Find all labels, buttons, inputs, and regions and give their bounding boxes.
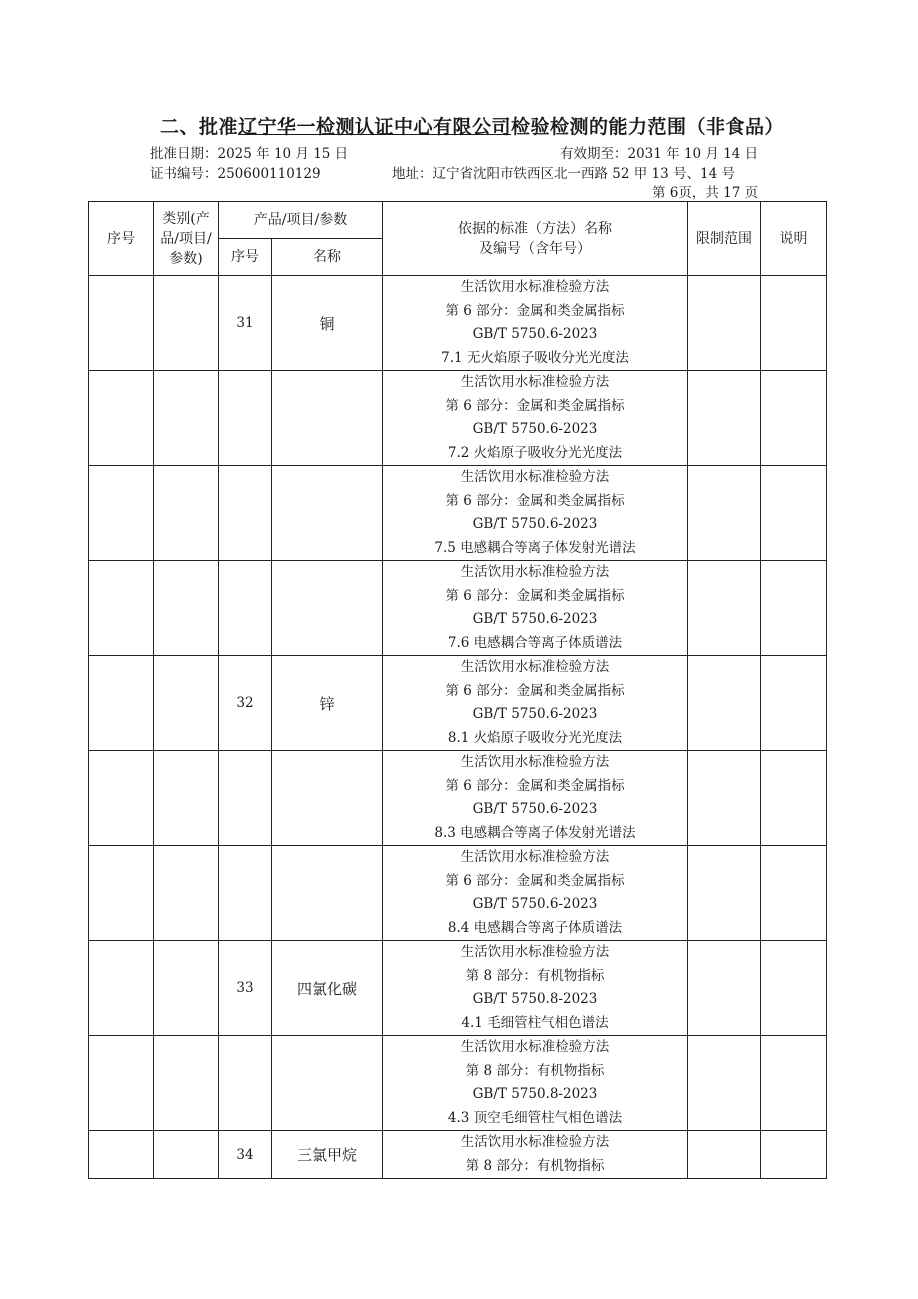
cell-seq — [89, 656, 154, 751]
table-row — [89, 1036, 827, 1131]
cell-limit — [688, 941, 761, 1036]
cell-seq — [89, 1036, 154, 1131]
std-line: 生活饮用水标准检验方法 — [460, 374, 610, 390]
std-line: 生活饮用水标准检验方法 — [460, 564, 610, 580]
table-row — [89, 1131, 827, 1179]
cell-note — [761, 466, 827, 561]
title-suffix: 检验检测的能力范围（非食品） — [511, 116, 785, 138]
title-org: 辽宁华一检测认证中心有限公司 — [238, 116, 512, 138]
cell-standard — [383, 466, 688, 561]
cell-sub-seq — [219, 1036, 272, 1131]
header-category — [154, 202, 219, 276]
header-standard-line2: 及编号（含年号） — [479, 240, 591, 257]
cell-sub-seq — [219, 561, 272, 656]
header-name: 名称 — [272, 239, 383, 276]
cell-sub-seq — [219, 466, 272, 561]
cell-sub-seq — [219, 751, 272, 846]
cell-category — [154, 941, 219, 1036]
cell-limit — [688, 466, 761, 561]
cell-note — [761, 1036, 827, 1131]
address: 地址：辽宁省沈阳市铁西区北一西路 52 甲 13 号、14 号 — [392, 166, 735, 182]
approval-date: 批准日期：2025 年 10 月 15 日 — [150, 146, 349, 162]
valid-until: 有效期至：2031 年 10 月 14 日 — [560, 146, 759, 162]
cell-category — [154, 561, 219, 656]
std-line: 第 6 部分：金属和类金属指标 — [445, 302, 625, 319]
cell-limit — [688, 751, 761, 846]
cell-standard — [383, 1036, 688, 1131]
std-line: 生活饮用水标准检验方法 — [460, 279, 610, 295]
std-line: 第 6 部分：金属和类金属指标 — [445, 587, 625, 604]
cell-sub-seq: 34 — [219, 1131, 272, 1179]
std-line: 4.3 顶空毛细管柱气相色谱法 — [447, 1109, 623, 1126]
std-line: 生活饮用水标准检验方法 — [460, 1039, 610, 1055]
table-row — [89, 846, 827, 941]
std-line: 8.4 电感耦合等离子体质谱法 — [447, 919, 623, 936]
std-line: 第 6 部分：金属和类金属指标 — [445, 682, 625, 699]
cell-limit — [688, 1131, 761, 1179]
cell-seq — [89, 846, 154, 941]
table-row — [89, 466, 827, 561]
table-row — [89, 941, 827, 1036]
cell-note — [761, 1131, 827, 1179]
cell-standard — [383, 371, 688, 466]
cell-category — [154, 656, 219, 751]
cell-standard — [383, 751, 688, 846]
std-line: 第 6 部分：金属和类金属指标 — [445, 872, 625, 889]
header-standard — [383, 202, 688, 276]
cell-name — [272, 846, 383, 941]
header-seq: 序号 — [89, 202, 154, 276]
cell-name: 四氯化碳 — [272, 941, 383, 1036]
cell-seq — [89, 561, 154, 656]
std-line: 第 8 部分：有机物指标 — [465, 967, 605, 984]
std-line: 8.1 火焰原子吸收分光光度法 — [447, 729, 623, 746]
cell-standard — [383, 656, 688, 751]
capability-table — [88, 201, 827, 1179]
page-title — [160, 112, 784, 139]
cell-standard — [383, 276, 688, 371]
header-category-line3: 参数) — [169, 250, 203, 267]
std-line: 生活饮用水标准检验方法 — [460, 944, 610, 960]
cell-seq — [89, 466, 154, 561]
cell-sub-seq: 32 — [219, 656, 272, 751]
std-line: 第 6 部分：金属和类金属指标 — [445, 397, 625, 414]
header-sub-seq: 序号 — [219, 239, 272, 276]
std-line: 生活饮用水标准检验方法 — [460, 659, 610, 675]
std-line: GB/T 5750.6-2023 — [472, 611, 598, 627]
table-row — [89, 371, 827, 466]
table-row — [89, 656, 827, 751]
std-line: GB/T 5750.6-2023 — [472, 421, 598, 437]
cell-sub-seq — [219, 846, 272, 941]
std-line: 第 8 部分：有机物指标 — [465, 1062, 605, 1079]
cell-name — [272, 1036, 383, 1131]
cell-category — [154, 1131, 219, 1179]
cell-seq — [89, 371, 154, 466]
cell-standard — [383, 1131, 688, 1179]
std-line: GB/T 5750.8-2023 — [472, 991, 598, 1007]
cell-note — [761, 751, 827, 846]
header-note: 说明 — [761, 202, 827, 276]
cell-category — [154, 1036, 219, 1131]
cell-note — [761, 846, 827, 941]
cell-sub-seq: 33 — [219, 941, 272, 1036]
cell-sub-seq — [219, 371, 272, 466]
std-line: GB/T 5750.8-2023 — [472, 1086, 598, 1102]
std-line: 7.2 火焰原子吸收分光光度法 — [447, 444, 623, 461]
table-row — [89, 276, 827, 371]
cell-note — [761, 276, 827, 371]
std-line: 第 6 部分：金属和类金属指标 — [445, 492, 625, 509]
cell-category — [154, 371, 219, 466]
cell-standard — [383, 561, 688, 656]
header-limit: 限制范围 — [688, 202, 761, 276]
std-line: 4.1 毛细管柱气相色谱法 — [461, 1014, 609, 1031]
std-line: 7.1 无火焰原子吸收分光光度法 — [441, 349, 629, 366]
std-line: GB/T 5750.6-2023 — [472, 326, 598, 342]
cell-seq — [89, 276, 154, 371]
cell-sub-seq: 31 — [219, 276, 272, 371]
std-line: GB/T 5750.6-2023 — [472, 801, 598, 817]
table-row — [89, 751, 827, 846]
cell-seq — [89, 941, 154, 1036]
std-line: 生活饮用水标准检验方法 — [460, 1134, 610, 1150]
cell-note — [761, 371, 827, 466]
std-line: 生活饮用水标准检验方法 — [460, 469, 610, 485]
cell-category — [154, 751, 219, 846]
std-line: 7.6 电感耦合等离子体质谱法 — [447, 634, 623, 651]
std-line: GB/T 5750.6-2023 — [472, 896, 598, 912]
cell-name: 铜 — [272, 276, 383, 371]
cell-category — [154, 846, 219, 941]
cell-standard — [383, 846, 688, 941]
cell-seq — [89, 1131, 154, 1179]
cell-note — [761, 941, 827, 1036]
std-line: 第 8 部分：有机物指标 — [465, 1157, 605, 1174]
header-standard-line1: 依据的标准（方法）名称 — [458, 220, 612, 237]
header-category-line2: 品/项目/ — [160, 230, 212, 247]
cell-name — [272, 371, 383, 466]
cell-name: 锌 — [272, 656, 383, 751]
cell-standard — [383, 941, 688, 1036]
header-category-line1: 类别(产 — [162, 210, 210, 227]
cell-seq — [89, 751, 154, 846]
cell-limit — [688, 561, 761, 656]
cell-limit — [688, 846, 761, 941]
cell-limit — [688, 276, 761, 371]
cell-name — [272, 561, 383, 656]
page-info: 第 6页，共 17 页 — [652, 185, 759, 201]
std-line: GB/T 5750.6-2023 — [472, 706, 598, 722]
cell-limit — [688, 371, 761, 466]
std-line: 8.3 电感耦合等离子体发射光谱法 — [434, 824, 636, 841]
table-row — [89, 561, 827, 656]
std-line: 生活饮用水标准检验方法 — [460, 849, 610, 865]
cell-name — [272, 751, 383, 846]
cell-note — [761, 656, 827, 751]
cell-note — [761, 561, 827, 656]
cert-number: 证书编号：250600110129 — [150, 166, 321, 182]
std-line: 7.5 电感耦合等离子体发射光谱法 — [434, 539, 636, 556]
cell-limit — [688, 656, 761, 751]
cell-name — [272, 466, 383, 561]
cell-name: 三氯甲烷 — [272, 1131, 383, 1179]
title-prefix: 二、批准 — [160, 116, 239, 138]
cell-category — [154, 276, 219, 371]
cell-limit — [688, 1036, 761, 1131]
std-line: 第 6 部分：金属和类金属指标 — [445, 777, 625, 794]
std-line: GB/T 5750.6-2023 — [472, 516, 598, 532]
std-line: 生活饮用水标准检验方法 — [460, 754, 610, 770]
header-product-group: 产品/项目/参数 — [219, 202, 383, 239]
cell-category — [154, 466, 219, 561]
